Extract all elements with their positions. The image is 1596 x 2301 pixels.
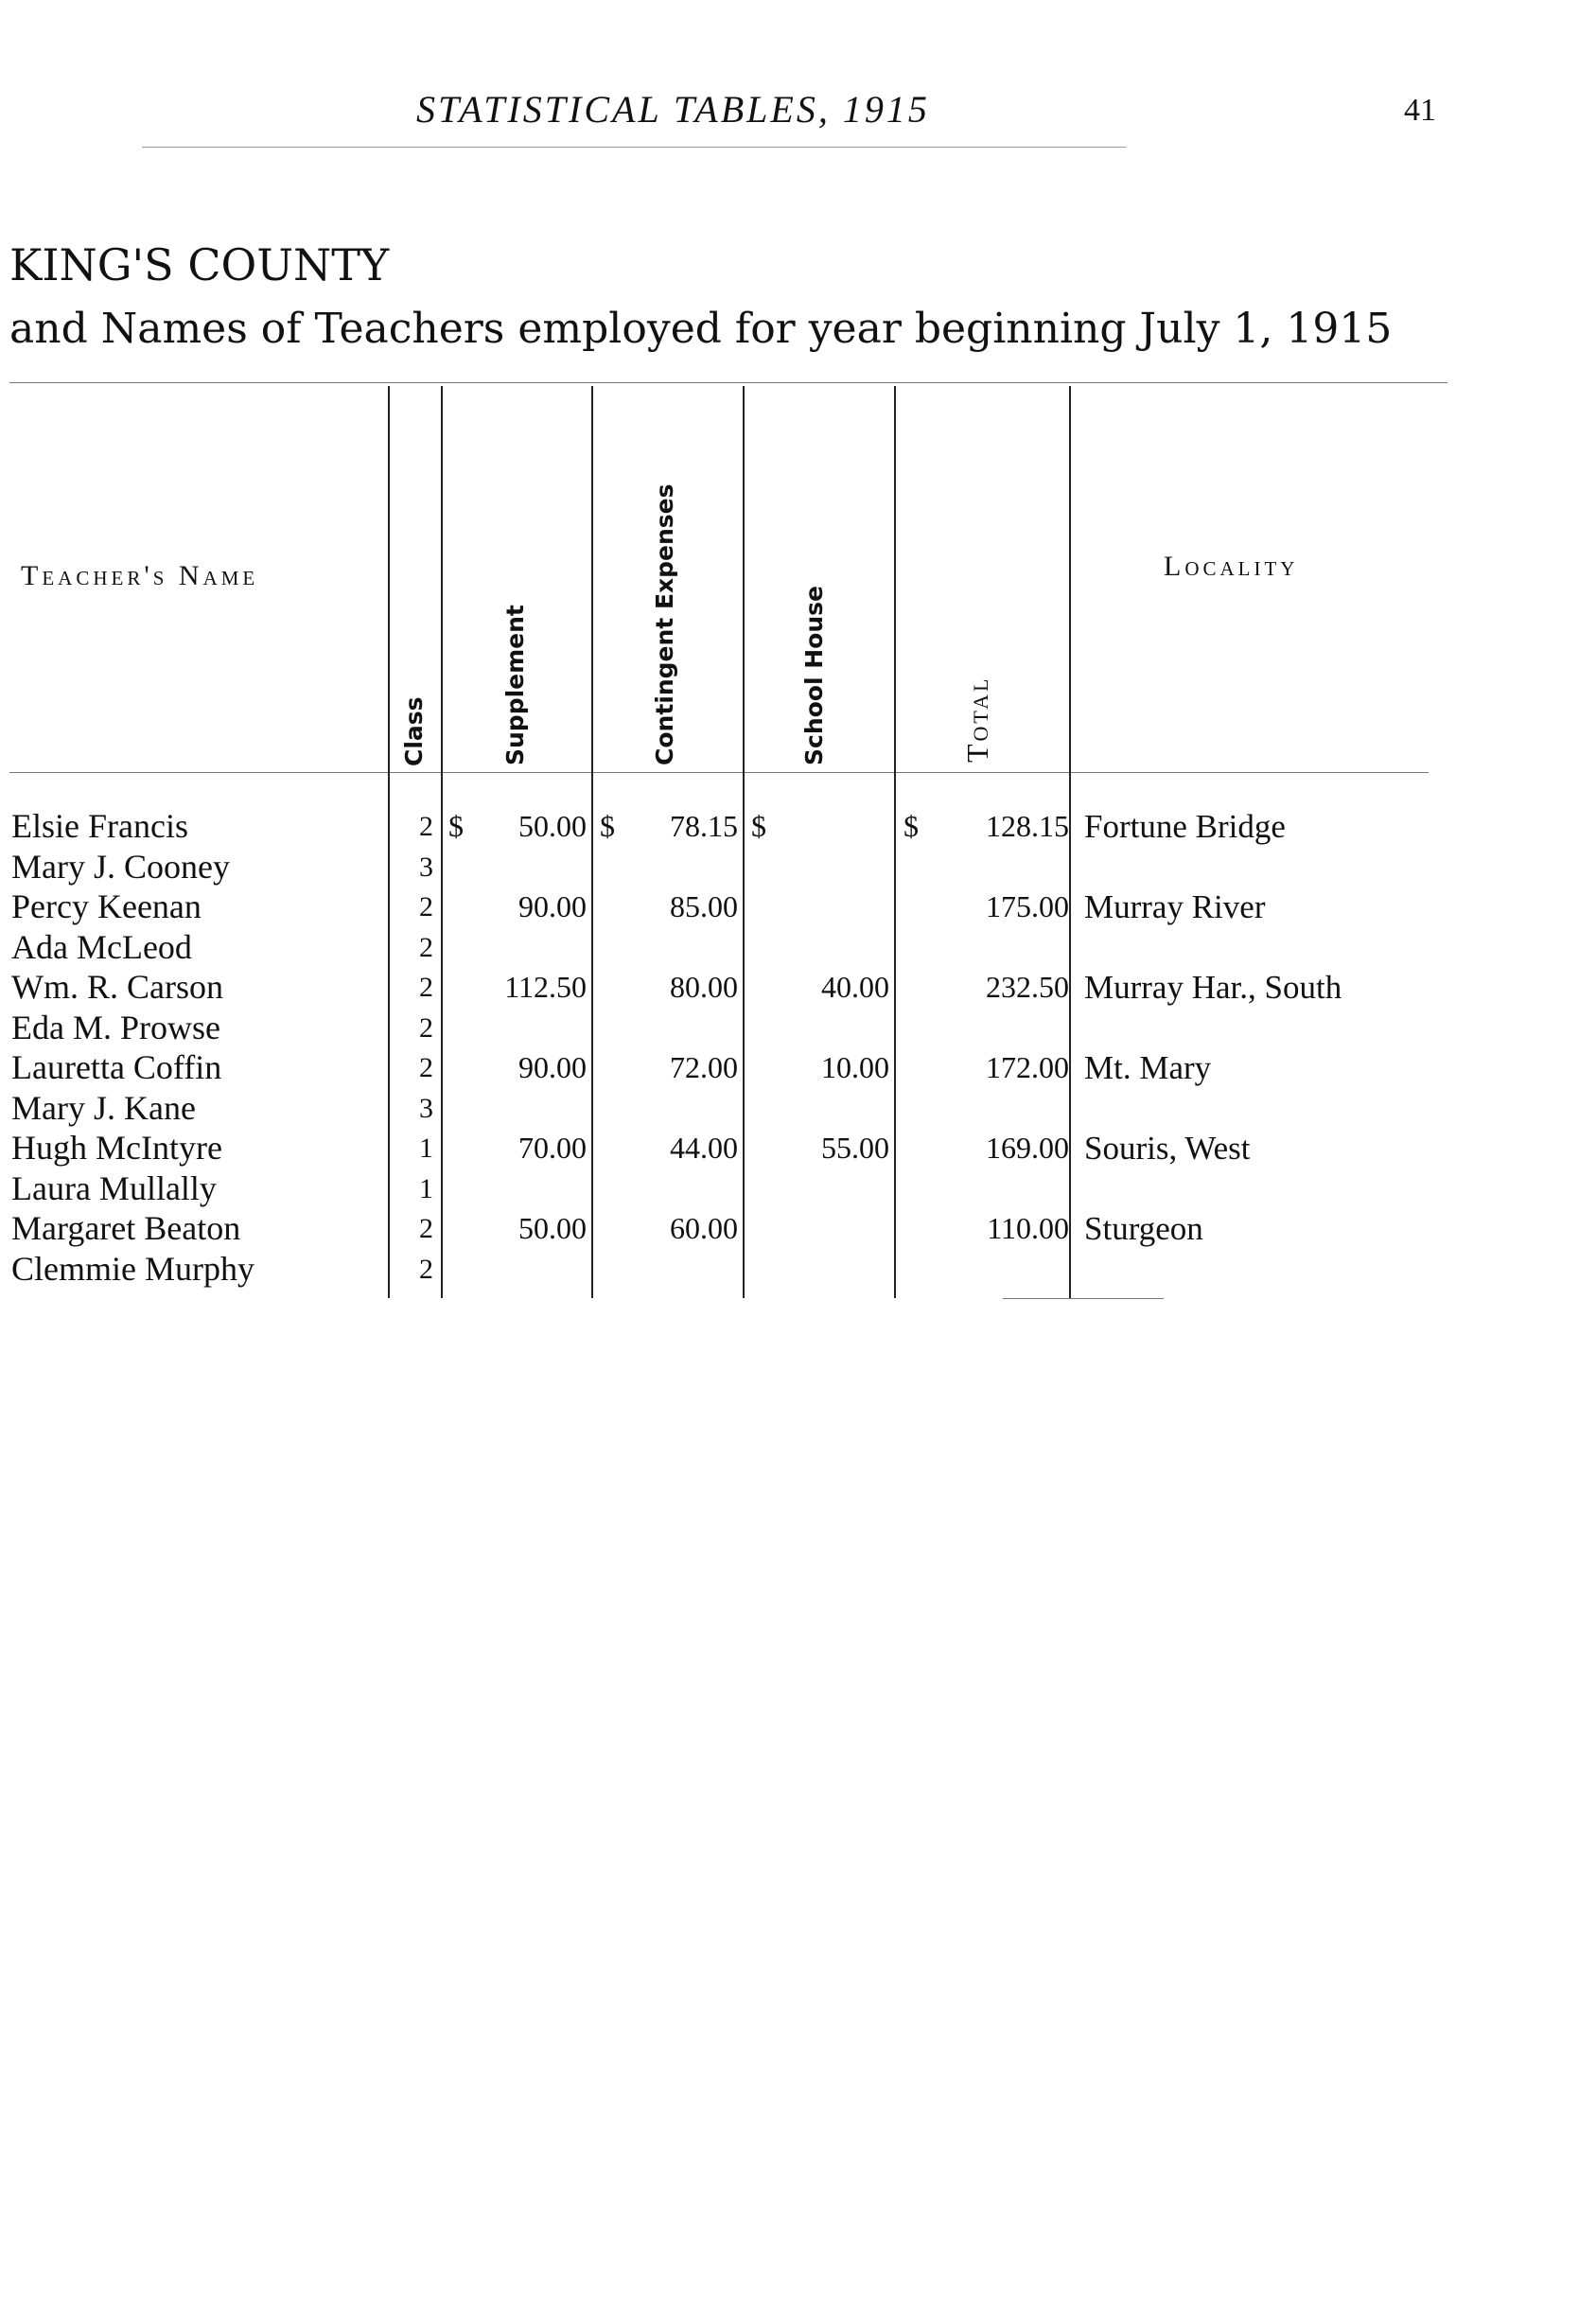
- school-house-cell: 55.00: [821, 1131, 889, 1165]
- class-cell: 3: [419, 1092, 433, 1124]
- teacher-name-cell: Clemmie Murphy: [11, 1249, 254, 1288]
- contingent-cell: 60.00: [670, 1211, 738, 1245]
- class-cell: 2: [419, 1011, 433, 1044]
- header-rule: [142, 147, 1126, 148]
- teacher-name-cell: Laura Mullally: [11, 1168, 217, 1207]
- supplement-cell: 50.00: [518, 1211, 587, 1245]
- dollar-sign: $: [751, 809, 766, 843]
- contingent-cell: 72.00: [670, 1050, 738, 1084]
- school-house-cell: 40.00: [821, 970, 889, 1004]
- teacher-name-cell: Eda M. Prowse: [11, 1008, 220, 1046]
- class-cell: 3: [419, 851, 433, 883]
- locality-cell: Souris, West: [1084, 1130, 1251, 1167]
- total-cell: 175.00: [986, 889, 1069, 923]
- supplement-cell: 90.00: [518, 1050, 587, 1084]
- dollar-sign: $: [600, 809, 615, 843]
- table-row: [0, 927, 1466, 968]
- total-cell: 128.15: [986, 809, 1069, 843]
- class-cell: 1: [419, 1172, 433, 1204]
- table-bottom-rule: [1003, 1298, 1164, 1299]
- teacher-name-cell: Mary J. Cooney: [11, 847, 230, 886]
- header-locality: Locality: [1164, 551, 1299, 582]
- running-head: [0, 87, 1596, 144]
- locality-cell: Sturgeon: [1084, 1210, 1203, 1247]
- total-cell: 232.50: [986, 970, 1069, 1004]
- table-row: [0, 1088, 1466, 1129]
- teacher-name-cell: Hugh McIntyre: [11, 1129, 222, 1167]
- header-teacher-name: Teacher's Name: [21, 560, 259, 591]
- locality-cell: Murray River: [1084, 888, 1266, 925]
- locality-cell: Fortune Bridge: [1084, 808, 1286, 845]
- class-cell: 2: [419, 811, 433, 842]
- teacher-name-cell: Elsie Francis: [11, 807, 188, 845]
- header-supplement: Supplement: [501, 605, 529, 765]
- locality-cell: Murray Har., South: [1084, 969, 1342, 1006]
- header-school-house: School House: [800, 586, 828, 765]
- table-subtitle: and Names of Teachers employed for year beginning July 1, 1915: [9, 305, 1393, 353]
- contingent-cell: 78.15: [670, 809, 738, 843]
- teacher-name-cell: Ada McLeod: [11, 927, 192, 966]
- table-row: [0, 1208, 1466, 1249]
- county-title: KING'S COUNTY: [9, 239, 390, 290]
- table-row: [0, 1128, 1466, 1168]
- class-cell: 2: [419, 972, 433, 1003]
- teacher-name-cell: Mary J. Kane: [11, 1088, 196, 1127]
- supplement-cell: 112.50: [504, 970, 587, 1004]
- school-house-cell: 10.00: [821, 1050, 889, 1084]
- locality-cell: Mt. Mary: [1084, 1049, 1212, 1086]
- dollar-sign: $: [903, 809, 919, 843]
- class-cell: 2: [419, 1213, 433, 1244]
- class-cell: 2: [419, 931, 433, 963]
- teacher-name-cell: Wm. R. Carson: [11, 968, 223, 1006]
- supplement-cell: 90.00: [518, 889, 587, 923]
- class-cell: 1: [419, 1133, 433, 1164]
- class-cell: 2: [419, 1052, 433, 1083]
- teacher-name-cell: Percy Keenan: [11, 887, 202, 925]
- page-number: 41: [1404, 93, 1436, 128]
- header-total: Total: [960, 676, 994, 763]
- table-row: [0, 1047, 1466, 1088]
- table-row: [0, 806, 1466, 847]
- teacher-name-cell: Margaret Beaton: [11, 1209, 241, 1247]
- running-title: STATISTICAL TABLES, 1915: [416, 88, 930, 131]
- header-bottom-rule: [9, 772, 1429, 773]
- table-row: [0, 1168, 1466, 1209]
- class-cell: 2: [419, 1253, 433, 1285]
- teacher-name-cell: Lauretta Coffin: [11, 1048, 222, 1086]
- total-cell: 110.00: [987, 1211, 1069, 1245]
- table-row: [0, 847, 1466, 887]
- contingent-cell: 80.00: [670, 970, 738, 1004]
- total-cell: 172.00: [986, 1050, 1069, 1084]
- table-row: [0, 967, 1466, 1008]
- class-cell: 2: [419, 891, 433, 922]
- dollar-sign: $: [448, 809, 464, 843]
- table-row: [0, 1249, 1466, 1290]
- teachers-table: [0, 382, 1466, 1309]
- header-class: Class: [400, 696, 428, 766]
- supplement-cell: 70.00: [518, 1131, 587, 1165]
- contingent-cell: 85.00: [670, 889, 738, 923]
- table-top-rule: [9, 382, 1447, 383]
- table-row: [0, 887, 1466, 927]
- total-cell: 169.00: [986, 1131, 1069, 1165]
- supplement-cell: 50.00: [518, 809, 587, 843]
- contingent-cell: 44.00: [670, 1131, 738, 1165]
- table-row: [0, 1008, 1466, 1048]
- header-contingent-expenses: Contingent Expenses: [651, 483, 678, 765]
